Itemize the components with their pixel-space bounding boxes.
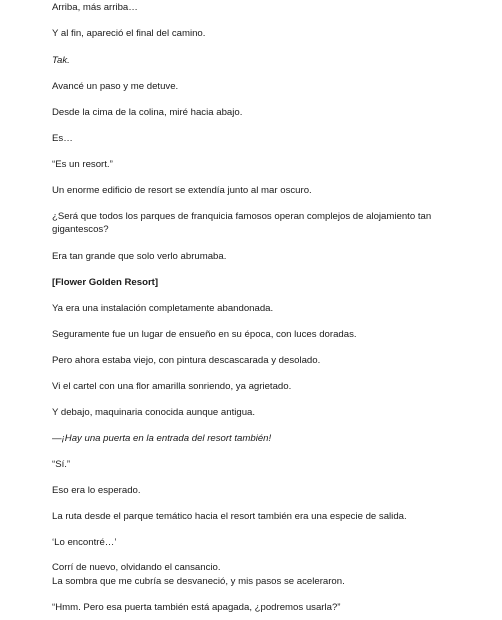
paragraph-22: Corrí de nuevo, olvidando el cansancio. bbox=[52, 562, 221, 573]
paragraph-3: Tak. bbox=[52, 55, 70, 66]
paragraph-20: La ruta desde el parque temático hacia el resort también era una especie de salida. bbox=[52, 511, 407, 522]
paragraph-5: Desde la cima de la colina, miré hacia abajo. bbox=[52, 107, 243, 118]
heading-resort-name: [Flower Golden Resort] bbox=[52, 277, 159, 288]
paragraph-10: Era tan grande que solo verlo abrumaba. bbox=[52, 251, 227, 262]
paragraph-16: Y debajo, maquinaria conocida aunque antigua. bbox=[52, 407, 256, 418]
paragraph-23: La sombra que me cubría se desvaneció, y mis pasos se aceleraron. bbox=[52, 576, 345, 587]
paragraph-21: ‘Lo encontré…’ bbox=[52, 537, 117, 548]
paragraph-24: “Hmm. Pero esa puerta también está apagada, ¿podremos usarla?” bbox=[52, 602, 341, 613]
paragraph-4: Avancé un paso y me detuve. bbox=[52, 81, 179, 92]
paragraph-17: —¡Hay una puerta en la entrada del resort también! bbox=[52, 433, 272, 444]
paragraph-6: Es… bbox=[52, 133, 73, 144]
paragraph-14: Pero ahora estaba viejo, con pintura descascarada y desolado. bbox=[52, 355, 321, 366]
paragraph-8: Un enorme edificio de resort se extendía junto al mar oscuro. bbox=[52, 185, 312, 196]
paragraph-7: “Es un resort.” bbox=[52, 159, 113, 170]
paragraph-15: Vi el cartel con una flor amarilla sonriendo, ya agrietado. bbox=[52, 381, 292, 392]
paragraph-18: “Sí.” bbox=[52, 459, 71, 470]
paragraph-9: ¿Será que todos los parques de franquicia famosos operan complejos de alojamiento tan gigantescos? bbox=[52, 211, 432, 235]
paragraph-12: Ya era una instalación completamente abandonada. bbox=[52, 303, 274, 314]
paragraph-2: Y al fin, apareció el final del camino. bbox=[52, 28, 206, 39]
paragraph-13: Seguramente fue un lugar de ensueño en su época, con luces doradas. bbox=[52, 329, 357, 340]
paragraph-19: Eso era lo esperado. bbox=[52, 485, 141, 496]
paragraph-1: Arriba, más arriba… bbox=[52, 2, 138, 13]
